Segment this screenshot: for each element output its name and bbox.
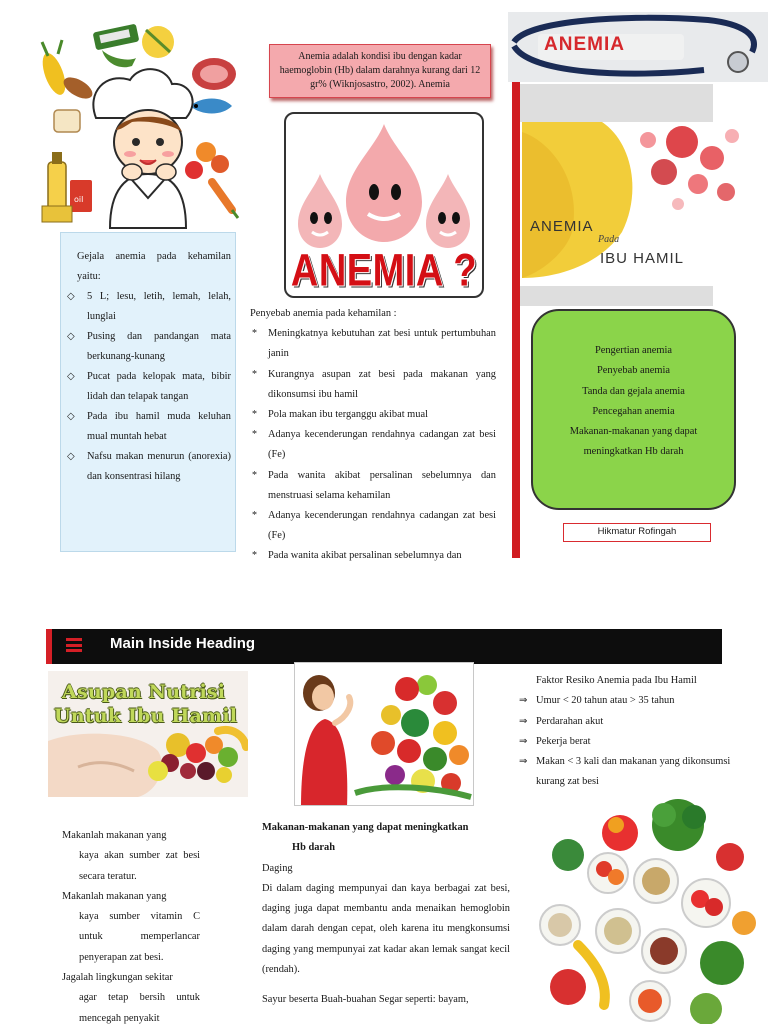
list-item: * Adanya kecenderungan rendahnya cadangan zat besi (Fe) — [250, 506, 496, 546]
contents-item: meningkatkan Hb darah — [583, 446, 684, 458]
nutrisi-title-line1: Asupan Nutrisi — [62, 681, 226, 703]
makanan-paragraph: Di dalam daging mempunyai dan kaya berbagai zat besi, daging juga dapat membantu anda menaikan hemoglobin dalam darah dengan cepat, oleh karena itu mengkonsumsi daging yang mempunyai zat kadar akan lemak sangat kecil (rendah). — [262, 882, 510, 976]
menu-icon[interactable] — [66, 638, 82, 652]
cover-title-pada: Pada — [598, 234, 620, 245]
asupan-nutrisi-image — [48, 671, 248, 797]
anemia-definition-box — [269, 44, 491, 98]
gejala-intro: Gejala anemia pada kehamilan yaitu: — [77, 251, 231, 282]
svg-text:oil: oil — [74, 195, 84, 204]
gray-band-top — [520, 84, 713, 122]
table-of-contents-box — [531, 309, 736, 510]
list-item: Jagalah lingkungan sekitar agar tetap bersih untuk mencegah penyakit — [62, 972, 200, 1024]
list-item: ⇒ Perdarahan akut — [516, 712, 756, 732]
gejala-anemia-panel — [60, 232, 236, 552]
contents-item: Tanda dan gejala anemia — [582, 385, 685, 397]
list-item: ◇ Nafsu makan menurun (anorexia) dan konsentrasi hilang — [67, 447, 231, 487]
makanan-heading-line2: Hb darah — [292, 842, 336, 854]
list-item: ⇒ Makan < 3 kali dan makanan yang dikonsumsi kurang zat besi — [516, 752, 756, 793]
penyebab-list — [250, 324, 496, 566]
anemia-drops-illustration — [284, 112, 484, 298]
list-item: * Kurangnya asupan zat besi pada makanan yang dikonsumsi ibu hamil — [250, 365, 496, 405]
cover-title-ibu-hamil: IBU HAMIL — [600, 250, 685, 267]
cook-girl-illustration — [36, 22, 242, 232]
penyebab-intro: Penyebab anemia pada kehamilan : — [250, 308, 397, 319]
faktor-resiko-section — [516, 671, 756, 793]
stethoscope-banner-word: ANEMIA — [544, 34, 625, 55]
author-name-box — [563, 523, 711, 542]
list-item: ⇒ Pekerja berat — [516, 732, 756, 752]
penyebab-anemia-section — [250, 304, 496, 567]
list-item: * Pada wanita akibat persalinan sebelumnya dan menstruasi selama kehamilan — [250, 466, 496, 506]
main-heading-bar — [46, 629, 722, 664]
list-item: ⇒ Umur < 20 tahun atau > 35 tahun — [516, 691, 756, 711]
list-item: Makanlah makanan yang kaya akan sumber zat besi secara teratur. — [62, 830, 200, 882]
woman-with-fruits-image — [294, 662, 474, 806]
cover-anemia-ibu-hamil-image — [522, 122, 746, 278]
makanan-heading: Makanan-makanan yang dapat meningkatkan — [262, 822, 469, 833]
faktor-title: Faktor Resiko Anemia pada Ibu Hamil — [536, 675, 697, 686]
author-name: Hikmatur Rofingah — [597, 526, 677, 537]
list-item: * Pada wanita akibat persalinan sebelumnya dan — [250, 546, 496, 566]
contents-item: Pencegahan anemia — [592, 405, 675, 417]
pencegahan-tips — [62, 826, 200, 1024]
anemia-question-title: ANEMIA ? — [290, 245, 478, 297]
cover-title-anemia: ANEMIA — [530, 218, 594, 235]
list-item: * Pola makan ibu terganggu akibat mual — [250, 405, 496, 425]
red-divider-bar — [512, 82, 520, 558]
list-item: ◇ Pusing dan pandangan mata berkunang-kunang — [67, 327, 231, 367]
gray-band-middle — [520, 286, 713, 306]
contents-item: Makanan-makanan yang dapat — [569, 426, 698, 438]
gejala-list — [67, 287, 231, 487]
list-item: ◇ 5 L; lesu, letih, lemah, lelah, lunglai — [67, 287, 231, 327]
contents-item: Penyebab anemia — [597, 365, 670, 377]
faktor-list — [516, 691, 756, 792]
stethoscope-anemia-banner — [508, 12, 768, 82]
makanan-subheading: Daging — [262, 862, 293, 874]
makanan-peningkat-hb-section — [262, 818, 510, 1011]
nutrisi-title-line2: Untuk Ibu Hamil — [54, 705, 238, 727]
list-item: * Adanya kecenderungan rendahnya cadangan zat besi (Fe) — [250, 425, 496, 465]
list-item: Makanlah makanan yang kaya sumber vitamin C untuk memperlancar penyerapan zat besi. — [62, 890, 200, 963]
list-item: ◇ Pada ibu hamil muda keluhan mual muntah hebat — [67, 407, 231, 447]
vegetable-bowls-image — [538, 795, 760, 1024]
definition-text: Anemia adalah kondisi ibu dengan kadar haemoglobin (Hb) dalam darahnya kurang dari 12 gr% (Wiknjosastro, 2002). Anemia — [279, 51, 481, 90]
contents-item: Pengertian anemia — [594, 345, 673, 356]
main-heading-title: Main Inside Heading — [110, 635, 256, 652]
list-item: ◇ Pucat pada kelopak mata, bibir lidah dan telapak tangan — [67, 367, 231, 407]
makanan-paragraph: Sayur beserta Buah-buahan Segar seperti: bayam, — [262, 994, 469, 1006]
list-item: * Meningkatnya kebutuhan zat besi untuk pertumbuhan janin — [250, 324, 496, 364]
